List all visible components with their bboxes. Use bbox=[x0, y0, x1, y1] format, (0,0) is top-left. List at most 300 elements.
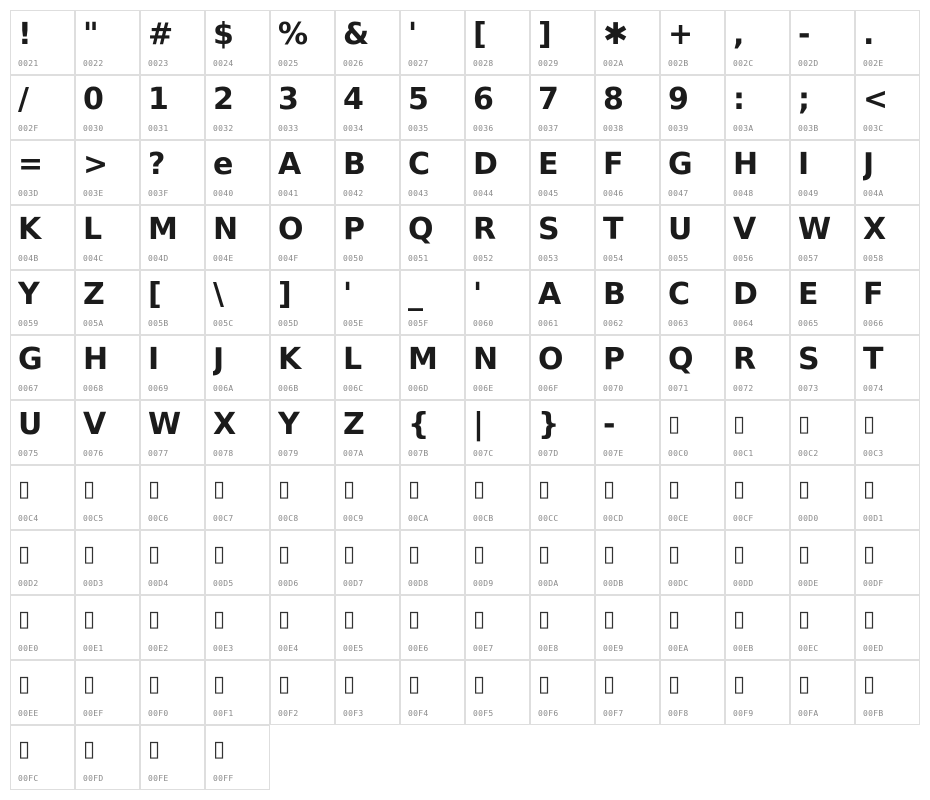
glyph-code: 007C bbox=[473, 449, 494, 458]
glyph-code: 00D7 bbox=[343, 579, 364, 588]
glyph-code: 00C1 bbox=[733, 449, 754, 458]
glyph-code: 00C5 bbox=[83, 514, 104, 523]
glyph-code: 003A bbox=[733, 124, 754, 133]
glyph-cell bbox=[75, 140, 140, 205]
glyph-code: 0024 bbox=[213, 59, 234, 68]
glyph-char: . bbox=[863, 17, 875, 52]
missing-glyph-box: ▯ bbox=[603, 672, 616, 697]
glyph-cell bbox=[725, 595, 790, 660]
glyph-char: } bbox=[538, 407, 560, 442]
glyph-cell bbox=[335, 465, 400, 530]
glyph-char: # bbox=[148, 17, 174, 52]
glyph-code: 005A bbox=[83, 319, 104, 328]
glyph-cell bbox=[270, 205, 335, 270]
glyph-code: 00C6 bbox=[148, 514, 169, 523]
glyph-char: D bbox=[733, 277, 758, 312]
glyph-cell bbox=[660, 270, 725, 335]
glyph-code: 0039 bbox=[668, 124, 689, 133]
missing-glyph-box: ▯ bbox=[343, 607, 356, 632]
glyph-code: 00F0 bbox=[148, 709, 169, 718]
glyph-code: 00CC bbox=[538, 514, 559, 523]
glyph-cell bbox=[140, 530, 205, 595]
glyph-cell bbox=[530, 400, 595, 465]
missing-glyph-box: ▯ bbox=[798, 607, 811, 632]
glyph-char: 3 bbox=[278, 82, 299, 117]
missing-glyph-box: ▯ bbox=[668, 672, 681, 697]
glyph-code: 00E9 bbox=[603, 644, 624, 653]
glyph-cell bbox=[400, 10, 465, 75]
glyph-code: 00D8 bbox=[408, 579, 429, 588]
glyph-cell bbox=[10, 660, 75, 725]
glyph-code: 00E2 bbox=[148, 644, 169, 653]
glyph-code: 00FF bbox=[213, 774, 234, 783]
missing-glyph-box: ▯ bbox=[863, 672, 876, 697]
glyph-cell bbox=[595, 270, 660, 335]
glyph-cell bbox=[725, 75, 790, 140]
missing-glyph-box: ▯ bbox=[18, 477, 31, 502]
missing-glyph-box: ▯ bbox=[213, 737, 226, 762]
glyph-cell bbox=[140, 270, 205, 335]
glyph-cell bbox=[595, 595, 660, 660]
glyph-cell bbox=[465, 75, 530, 140]
missing-glyph-box: ▯ bbox=[863, 412, 876, 437]
missing-glyph-box: ▯ bbox=[473, 672, 486, 697]
missing-glyph-box: ▯ bbox=[863, 542, 876, 567]
glyph-code: 0036 bbox=[473, 124, 494, 133]
missing-glyph-box: ▯ bbox=[148, 737, 161, 762]
glyph-code: 0050 bbox=[343, 254, 364, 263]
glyph-code: 007E bbox=[603, 449, 624, 458]
glyph-code: 006D bbox=[408, 384, 429, 393]
glyph-cell bbox=[530, 140, 595, 205]
glyph-cell bbox=[465, 530, 530, 595]
glyph-cell bbox=[725, 205, 790, 270]
glyph-code: 0053 bbox=[538, 254, 559, 263]
missing-glyph-box: ▯ bbox=[278, 477, 291, 502]
glyph-char: Q bbox=[668, 342, 694, 377]
glyph-cell bbox=[660, 530, 725, 595]
glyph-cell bbox=[10, 465, 75, 530]
missing-glyph-box: ▯ bbox=[148, 672, 161, 697]
glyph-code: 0041 bbox=[278, 189, 299, 198]
missing-glyph-box: ▯ bbox=[538, 672, 551, 697]
glyph-code: 0055 bbox=[668, 254, 689, 263]
glyph-cell bbox=[660, 205, 725, 270]
glyph-code: 007B bbox=[408, 449, 429, 458]
missing-glyph-box: ▯ bbox=[603, 542, 616, 567]
glyph-code: 00C4 bbox=[18, 514, 39, 523]
missing-glyph-box: ▯ bbox=[798, 477, 811, 502]
glyph-cell bbox=[335, 660, 400, 725]
missing-glyph-box: ▯ bbox=[733, 542, 746, 567]
glyph-char: / bbox=[18, 82, 29, 117]
glyph-code: 00C9 bbox=[343, 514, 364, 523]
glyph-code: 00F5 bbox=[473, 709, 494, 718]
glyph-cell bbox=[10, 595, 75, 660]
missing-glyph-box: ▯ bbox=[83, 477, 96, 502]
glyph-char: M bbox=[408, 342, 438, 377]
missing-glyph-box: ▯ bbox=[733, 672, 746, 697]
glyph-char: U bbox=[668, 212, 693, 247]
glyph-char: N bbox=[213, 212, 239, 247]
glyph-cell bbox=[790, 75, 855, 140]
glyph-cell bbox=[140, 205, 205, 270]
glyph-char: 5 bbox=[408, 82, 429, 117]
glyph-code: 003D bbox=[18, 189, 39, 198]
glyph-cell bbox=[270, 75, 335, 140]
glyph-char: T bbox=[863, 342, 884, 377]
glyph-cell bbox=[335, 140, 400, 205]
missing-glyph-box: ▯ bbox=[213, 542, 226, 567]
glyph-code: 004B bbox=[18, 254, 39, 263]
glyph-cell bbox=[465, 270, 530, 335]
missing-glyph-box: ▯ bbox=[603, 477, 616, 502]
glyph-char: Z bbox=[83, 277, 105, 312]
glyph-char: E bbox=[798, 277, 819, 312]
glyph-cell bbox=[465, 335, 530, 400]
glyph-char: C bbox=[668, 277, 691, 312]
glyph-code: 00FC bbox=[18, 774, 39, 783]
glyph-cell bbox=[270, 335, 335, 400]
glyph-char: A bbox=[278, 147, 302, 182]
missing-glyph-box: ▯ bbox=[408, 607, 421, 632]
glyph-cell bbox=[790, 140, 855, 205]
glyph-cell bbox=[790, 400, 855, 465]
glyph-code: 0045 bbox=[538, 189, 559, 198]
glyph-char: 4 bbox=[343, 82, 364, 117]
glyph-char: + bbox=[668, 17, 694, 52]
glyph-cell bbox=[400, 75, 465, 140]
glyph-char: < bbox=[863, 82, 889, 117]
glyph-cell bbox=[10, 205, 75, 270]
glyph-cell bbox=[205, 75, 270, 140]
glyph-cell bbox=[75, 205, 140, 270]
glyph-code: 00C2 bbox=[798, 449, 819, 458]
missing-glyph-box: ▯ bbox=[408, 672, 421, 697]
glyph-cell bbox=[855, 465, 920, 530]
glyph-code: 0022 bbox=[83, 59, 104, 68]
glyph-cell bbox=[660, 400, 725, 465]
glyph-cell bbox=[10, 400, 75, 465]
missing-glyph-box: ▯ bbox=[603, 607, 616, 632]
glyph-code: 00F1 bbox=[213, 709, 234, 718]
glyph-cell bbox=[10, 140, 75, 205]
glyph-code: 0035 bbox=[408, 124, 429, 133]
glyph-char: L bbox=[83, 212, 103, 247]
glyph-code: 0058 bbox=[863, 254, 884, 263]
glyph-code: 0028 bbox=[473, 59, 494, 68]
glyph-char: N bbox=[473, 342, 499, 377]
glyph-char: ' bbox=[473, 277, 483, 312]
glyph-code: 00D5 bbox=[213, 579, 234, 588]
glyph-code: 002B bbox=[668, 59, 689, 68]
glyph-cell bbox=[595, 660, 660, 725]
missing-glyph-box: ▯ bbox=[863, 607, 876, 632]
glyph-char: R bbox=[473, 212, 497, 247]
glyph-cell bbox=[75, 725, 140, 790]
missing-glyph-box: ▯ bbox=[18, 672, 31, 697]
glyph-code: 0077 bbox=[148, 449, 169, 458]
glyph-char: C bbox=[408, 147, 431, 182]
glyph-cell bbox=[400, 660, 465, 725]
glyph-code: 0056 bbox=[733, 254, 754, 263]
glyph-code: 00DF bbox=[863, 579, 884, 588]
glyph-cell bbox=[660, 140, 725, 205]
glyph-code: 00CE bbox=[668, 514, 689, 523]
glyph-cell bbox=[465, 465, 530, 530]
glyph-char: G bbox=[18, 342, 43, 377]
missing-glyph-box: ▯ bbox=[148, 477, 161, 502]
glyph-code: 0072 bbox=[733, 384, 754, 393]
glyph-code: 0074 bbox=[863, 384, 884, 393]
glyph-code: 00DC bbox=[668, 579, 689, 588]
glyph-cell bbox=[400, 140, 465, 205]
glyph-code: 00FB bbox=[863, 709, 884, 718]
glyph-code: 0063 bbox=[668, 319, 689, 328]
glyph-char: L bbox=[343, 342, 363, 377]
glyph-cell bbox=[205, 10, 270, 75]
glyph-code: 006F bbox=[538, 384, 559, 393]
missing-glyph-box: ▯ bbox=[733, 477, 746, 502]
glyph-cell bbox=[335, 270, 400, 335]
glyph-cell bbox=[10, 530, 75, 595]
glyph-code: 00EC bbox=[798, 644, 819, 653]
glyph-code: 0027 bbox=[408, 59, 429, 68]
glyph-code: 007A bbox=[343, 449, 364, 458]
glyph-code: 00EE bbox=[18, 709, 39, 718]
glyph-char: Q bbox=[408, 212, 434, 247]
glyph-code: 0068 bbox=[83, 384, 104, 393]
glyph-cell bbox=[205, 725, 270, 790]
glyph-code: 00F9 bbox=[733, 709, 754, 718]
glyph-cell bbox=[400, 205, 465, 270]
glyph-cell bbox=[660, 660, 725, 725]
glyph-char: " bbox=[83, 17, 99, 52]
glyph-cell bbox=[205, 335, 270, 400]
glyph-char: V bbox=[733, 212, 757, 247]
glyph-code: 003C bbox=[863, 124, 884, 133]
glyph-cell bbox=[725, 335, 790, 400]
glyph-char: O bbox=[278, 212, 304, 247]
glyph-cell bbox=[335, 595, 400, 660]
glyph-cell bbox=[205, 205, 270, 270]
glyph-char: U bbox=[18, 407, 43, 442]
glyph-code: 002E bbox=[863, 59, 884, 68]
glyph-char: E bbox=[538, 147, 559, 182]
glyph-cell bbox=[140, 660, 205, 725]
glyph-cell bbox=[10, 75, 75, 140]
missing-glyph-box: ▯ bbox=[538, 607, 551, 632]
glyph-char: e bbox=[213, 147, 234, 182]
glyph-char: S bbox=[798, 342, 820, 377]
glyph-char: $ bbox=[213, 17, 234, 52]
glyph-code: 00CF bbox=[733, 514, 754, 523]
glyph-code: 00F8 bbox=[668, 709, 689, 718]
glyph-code: 00E5 bbox=[343, 644, 364, 653]
missing-glyph-box: ▯ bbox=[278, 542, 291, 567]
glyph-code: 003F bbox=[148, 189, 169, 198]
missing-glyph-box: ▯ bbox=[733, 607, 746, 632]
glyph-cell bbox=[400, 530, 465, 595]
glyph-code: 00F4 bbox=[408, 709, 429, 718]
glyph-code: 0049 bbox=[798, 189, 819, 198]
glyph-code: 0067 bbox=[18, 384, 39, 393]
glyph-code: 00EB bbox=[733, 644, 754, 653]
glyph-code: 005C bbox=[213, 319, 234, 328]
glyph-code: 00EA bbox=[668, 644, 689, 653]
glyph-cell bbox=[530, 10, 595, 75]
glyph-cell bbox=[335, 400, 400, 465]
glyph-char: Y bbox=[278, 407, 300, 442]
glyph-code: 00E3 bbox=[213, 644, 234, 653]
glyph-cell bbox=[725, 270, 790, 335]
glyph-cell bbox=[465, 10, 530, 75]
glyph-cell bbox=[530, 270, 595, 335]
missing-glyph-box: ▯ bbox=[18, 542, 31, 567]
glyph-code: 0048 bbox=[733, 189, 754, 198]
glyph-char: I bbox=[798, 147, 810, 182]
glyph-char: % bbox=[278, 17, 309, 52]
glyph-code: 00D3 bbox=[83, 579, 104, 588]
glyph-code: 005D bbox=[278, 319, 299, 328]
glyph-code: 0031 bbox=[148, 124, 169, 133]
glyph-char: B bbox=[343, 147, 366, 182]
glyph-cell bbox=[660, 75, 725, 140]
glyph-code: 0044 bbox=[473, 189, 494, 198]
glyph-code: 00E4 bbox=[278, 644, 299, 653]
glyph-code: 00E7 bbox=[473, 644, 494, 653]
glyph-code: 00F3 bbox=[343, 709, 364, 718]
glyph-code: 0079 bbox=[278, 449, 299, 458]
glyph-cell bbox=[725, 660, 790, 725]
glyph-cell bbox=[270, 10, 335, 75]
glyph-code: 002A bbox=[603, 59, 624, 68]
glyph-char: ✱ bbox=[603, 17, 629, 52]
glyph-cell bbox=[75, 465, 140, 530]
missing-glyph-box: ▯ bbox=[408, 542, 421, 567]
glyph-char: P bbox=[603, 342, 625, 377]
missing-glyph-box: ▯ bbox=[83, 607, 96, 632]
glyph-code: 0061 bbox=[538, 319, 559, 328]
glyph-char: J bbox=[213, 342, 225, 377]
glyph-char: 8 bbox=[603, 82, 624, 117]
glyph-code: 002C bbox=[733, 59, 754, 68]
glyph-cell bbox=[790, 595, 855, 660]
glyph-code: 0023 bbox=[148, 59, 169, 68]
glyph-cell bbox=[140, 140, 205, 205]
glyph-cell bbox=[725, 10, 790, 75]
glyph-char: 6 bbox=[473, 82, 494, 117]
glyph-code: 00E0 bbox=[18, 644, 39, 653]
glyph-cell bbox=[855, 400, 920, 465]
glyph-cell bbox=[140, 335, 205, 400]
glyph-code: 0078 bbox=[213, 449, 234, 458]
glyph-code: 0073 bbox=[798, 384, 819, 393]
glyph-cell bbox=[465, 660, 530, 725]
glyph-cell bbox=[270, 270, 335, 335]
glyph-char: ? bbox=[148, 147, 166, 182]
glyph-code: 0037 bbox=[538, 124, 559, 133]
glyph-code: 00FD bbox=[83, 774, 104, 783]
glyph-code: 00D9 bbox=[473, 579, 494, 588]
glyph-cell bbox=[855, 595, 920, 660]
glyph-cell bbox=[205, 140, 270, 205]
glyph-cell bbox=[595, 400, 660, 465]
glyph-code: 00DE bbox=[798, 579, 819, 588]
missing-glyph-box: ▯ bbox=[473, 477, 486, 502]
glyph-cell bbox=[595, 335, 660, 400]
glyph-char: X bbox=[213, 407, 237, 442]
glyph-code: 0033 bbox=[278, 124, 299, 133]
glyph-cell bbox=[530, 465, 595, 530]
glyph-char: [ bbox=[473, 17, 487, 52]
missing-glyph-box: ▯ bbox=[863, 477, 876, 502]
missing-glyph-box: ▯ bbox=[213, 607, 226, 632]
glyph-char: ] bbox=[278, 277, 292, 312]
glyph-code: 0066 bbox=[863, 319, 884, 328]
glyph-cell bbox=[10, 725, 75, 790]
glyph-code: 00D4 bbox=[148, 579, 169, 588]
glyph-char: J bbox=[863, 147, 875, 182]
glyph-char: > bbox=[83, 147, 109, 182]
glyph-code: 0052 bbox=[473, 254, 494, 263]
missing-glyph-box: ▯ bbox=[798, 412, 811, 437]
glyph-char: M bbox=[148, 212, 178, 247]
glyph-char: D bbox=[473, 147, 498, 182]
glyph-cell bbox=[530, 205, 595, 270]
glyph-code: 00C3 bbox=[863, 449, 884, 458]
glyph-cell bbox=[660, 595, 725, 660]
glyph-char: V bbox=[83, 407, 107, 442]
missing-glyph-box: ▯ bbox=[408, 477, 421, 502]
glyph-code: 005E bbox=[343, 319, 364, 328]
glyph-cell bbox=[205, 660, 270, 725]
glyph-cell bbox=[205, 400, 270, 465]
glyph-cell bbox=[335, 75, 400, 140]
glyph-cell bbox=[335, 335, 400, 400]
glyph-char: P bbox=[343, 212, 365, 247]
glyph-cell bbox=[140, 10, 205, 75]
glyph-cell bbox=[595, 10, 660, 75]
glyph-cell bbox=[75, 75, 140, 140]
glyph-char: ' bbox=[343, 277, 353, 312]
glyph-char: T bbox=[603, 212, 624, 247]
glyph-char: A bbox=[538, 277, 562, 312]
glyph-code: 0046 bbox=[603, 189, 624, 198]
glyph-cell bbox=[75, 595, 140, 660]
glyph-char: = bbox=[18, 147, 44, 182]
missing-glyph-box: ▯ bbox=[798, 542, 811, 567]
glyph-cell bbox=[790, 10, 855, 75]
glyph-code: 0025 bbox=[278, 59, 299, 68]
glyph-char: ! bbox=[18, 17, 32, 52]
glyph-char: 0 bbox=[83, 82, 104, 117]
glyph-code: 00E8 bbox=[538, 644, 559, 653]
glyph-code: 0057 bbox=[798, 254, 819, 263]
glyph-code: 006C bbox=[343, 384, 364, 393]
glyph-code: 004E bbox=[213, 254, 234, 263]
glyph-cell bbox=[140, 725, 205, 790]
missing-glyph-box: ▯ bbox=[213, 672, 226, 697]
glyph-code: 004C bbox=[83, 254, 104, 263]
glyph-char: \ bbox=[213, 277, 224, 312]
missing-glyph-box: ▯ bbox=[18, 607, 31, 632]
glyph-cell bbox=[660, 465, 725, 530]
glyph-code: 004D bbox=[148, 254, 169, 263]
glyph-cell bbox=[725, 400, 790, 465]
glyph-cell bbox=[595, 140, 660, 205]
glyph-char: B bbox=[603, 277, 626, 312]
